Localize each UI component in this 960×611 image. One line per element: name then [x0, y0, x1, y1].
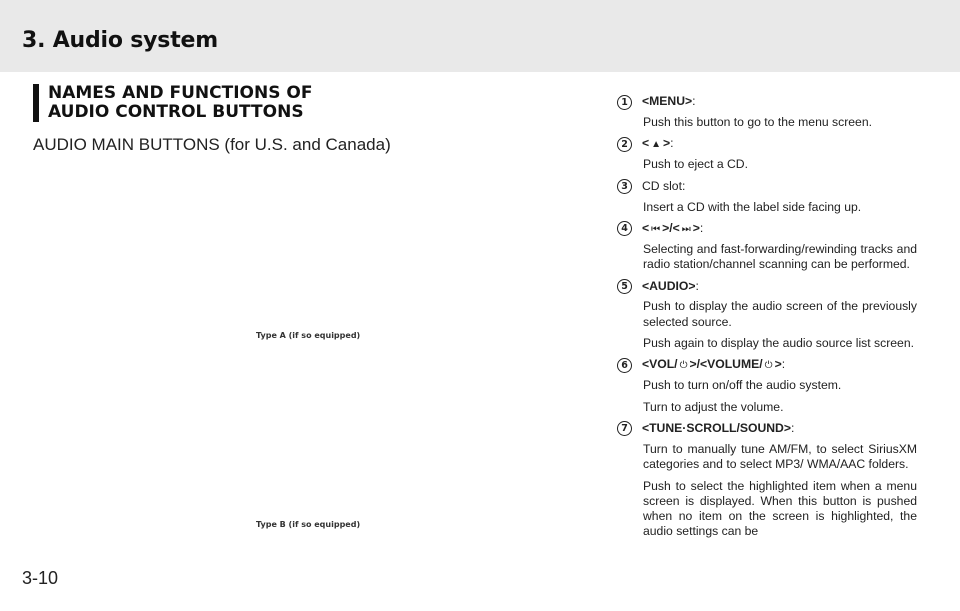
section-marker-bar	[33, 84, 39, 122]
power-icon: ⏻	[679, 360, 688, 372]
figure-caption-type-b: Type B (if so equipped)	[256, 520, 361, 529]
item-label: <VOL/ ⏻ >/<VOLUME/ ⏻ >:	[642, 357, 786, 372]
subsection-heading: AUDIO MAIN BUTTONS (for U.S. and Canada)	[33, 135, 391, 154]
item-description: Push to eject a CD.	[643, 157, 748, 172]
item-description: Insert a CD with the label side facing up.	[643, 199, 862, 214]
item-label: < ⏮ >/< ⏭ >:	[642, 220, 704, 235]
button-description-list	[617, 94, 917, 546]
power-icon: ⏻	[764, 360, 773, 372]
item-label: <AUDIO>:	[642, 278, 699, 293]
list-item-volume	[617, 357, 917, 415]
previous-track-icon: ⏮	[651, 223, 661, 235]
item-description: Selecting and fast-forwarding/rewinding tracks and radio station/channel scanning can be performed.	[643, 241, 917, 272]
list-item-tune-scroll	[617, 421, 917, 540]
page-number: 3-10	[22, 568, 59, 588]
item-description: Turn to adjust the volume.	[643, 399, 784, 414]
list-item-cd-slot	[617, 179, 917, 215]
item-description: Push this button to go to the menu screen.	[643, 115, 872, 129]
item-number-badge: 1	[617, 95, 632, 110]
item-number-badge: 7	[617, 421, 632, 436]
chapter-title: 3. Audio system	[22, 28, 218, 53]
next-track-icon: ⏭	[681, 223, 691, 235]
item-number-badge: 3	[617, 179, 632, 194]
section-title: NAMES AND FUNCTIONS OF AUDIO CONTROL BUTTONS	[48, 83, 313, 122]
item-description: Push to turn on/off the audio system.	[643, 378, 842, 393]
item-label: <TUNE·SCROLL/SOUND>:	[642, 421, 795, 436]
item-number-badge: 5	[617, 279, 632, 294]
item-description: Push again to display the audio source list screen.	[643, 336, 914, 351]
item-description: Turn to manually tune AM/FM, to select SiriusXM categories and to select MP3/ WMA/AAC folders.	[643, 441, 917, 472]
list-item-audio	[617, 278, 917, 351]
item-label: <MENU>:	[642, 94, 696, 109]
item-label: < ▲ >:	[642, 136, 674, 151]
eject-icon: ▲	[651, 139, 662, 151]
list-item-menu	[617, 94, 917, 130]
item-description: Push to display the audio screen of the previously selected source.	[643, 299, 917, 329]
item-number-badge: 6	[617, 358, 632, 373]
page-header	[0, 0, 960, 72]
list-item-eject	[617, 136, 917, 172]
figure-caption-type-a: Type A (if so equipped)	[256, 331, 361, 340]
item-number-badge: 4	[617, 221, 632, 236]
list-item-seek	[617, 221, 917, 273]
item-number-badge: 2	[617, 137, 632, 152]
item-label: CD slot:	[642, 178, 686, 193]
item-description: Push to select the highlighted item when a menu screen is displayed. When this button is pushed when no item on the screen is highlighted, the audio settings can be	[643, 478, 917, 539]
